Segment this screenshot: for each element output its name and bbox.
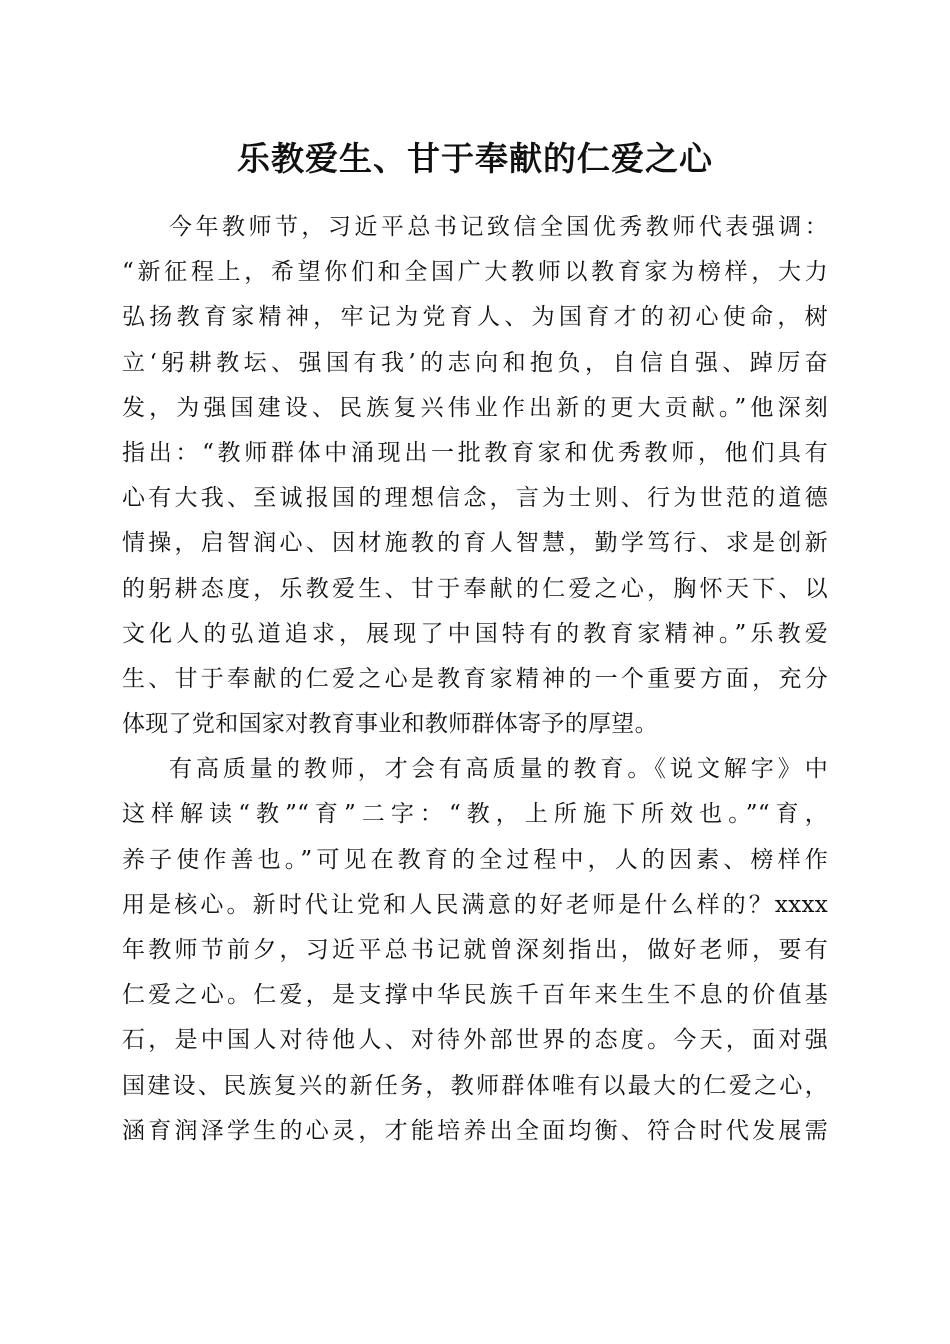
- text-line: 弘扬教育家精神，牢记为党育人、为国育才的初心使命，树: [122, 304, 828, 331]
- text-line: 养子使作善也。”可见在教育的全过程中，人的因素、榜样作: [122, 846, 828, 873]
- paragraph-2: [122, 747, 828, 1154]
- text-line: 立‘躬耕教坛、强国有我’的志向和抱负，自信自强、踔厉奋: [122, 349, 828, 376]
- text-line: 指出：“教师群体中涌现出一批教育家和优秀教师，他们具有: [122, 439, 828, 466]
- text-line: 心有大我、至诚报国的理想信念，言为士则、行为世范的道德: [122, 485, 828, 512]
- text-line: 发，为强国建设、民族复兴伟业作出新的更大贡献。”他深刻: [122, 394, 828, 421]
- text-line: “新征程上，希望你们和全国广大教师以教育家为榜样，大力: [122, 259, 828, 286]
- text-line: 年教师节前夕，习近平总书记就曾深刻指出，做好老师，要有: [122, 937, 828, 963]
- text-line: 仁爱之心。仁爱，是支撑中华民族千百年来生生不息的价值基: [122, 982, 828, 1009]
- text-line: 这样解读“教”“育”二字：“教，上所施下所效也。”“育，: [122, 801, 828, 828]
- text-line: 生、甘于奉献的仁爱之心是教育家精神的一个重要方面，充分: [122, 665, 828, 692]
- text-line: 今年教师节，习近平总书记致信全国优秀教师代表强调：: [169, 214, 828, 240]
- text-line: 国建设、民族复兴的新任务，教师群体唯有以最大的仁爱之心，: [122, 1072, 828, 1099]
- document-title: 乐教爱生、甘于奉献的仁爱之心: [237, 139, 713, 178]
- text-line: 涵育润泽学生的心灵，才能培养出全面均衡、符合时代发展需: [122, 1117, 828, 1144]
- text-line: 的躬耕态度，乐教爱生、甘于奉献的仁爱之心，胸怀天下、以: [122, 575, 828, 602]
- text-line: 情操，启智润心、因材施教的育人智慧，勤学笃行、求是创新: [122, 530, 828, 557]
- text-line: 石，是中国人对待他人、对待外部世界的态度。今天，面对强: [122, 1027, 828, 1054]
- text-line: 有高质量的教师，才会有高质量的教育。《说文解字》中: [169, 756, 828, 783]
- text-line: 用是核心。新时代让党和人民满意的好老师是什么样的？xxxx: [122, 891, 828, 918]
- document-body: [122, 205, 828, 1154]
- paragraph-1: [122, 205, 828, 747]
- text-line: 体现了党和国家对教育事业和教师群体寄予的厚望。: [122, 711, 658, 738]
- text-line: 文化人的弘道追求，展现了中国特有的教育家精神。”乐教爱: [122, 620, 828, 647]
